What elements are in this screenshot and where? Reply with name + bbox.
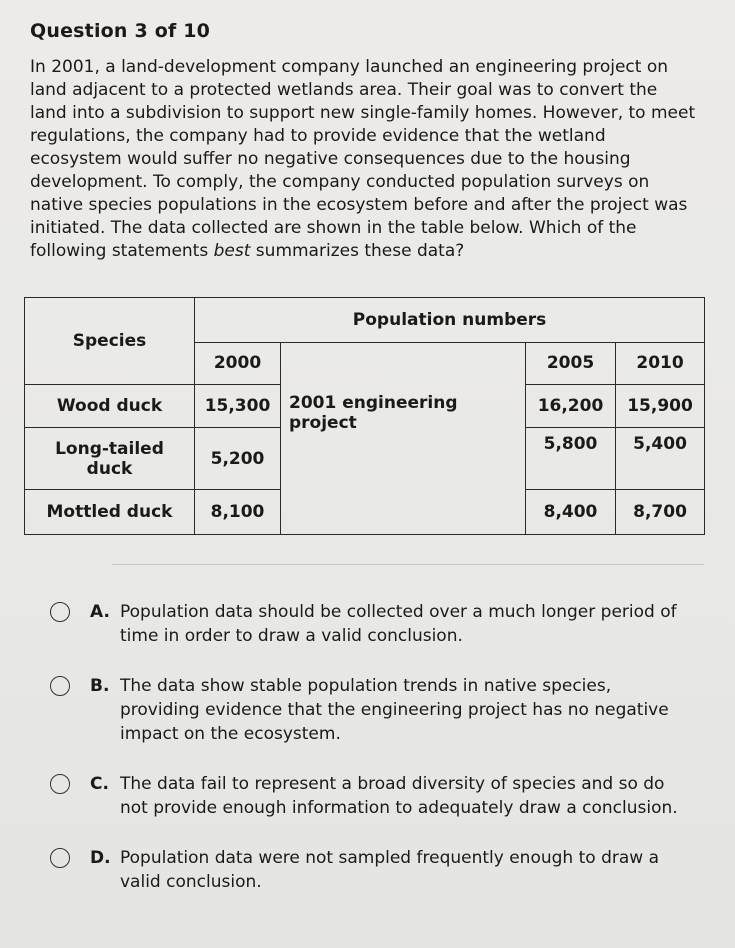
year-2005-header: 2005: [526, 342, 616, 385]
stem-line: development. To comply, the company conducted population surveys on: [30, 172, 650, 192]
species-cell: Mottled duck: [25, 490, 195, 535]
radio-button[interactable]: [50, 602, 70, 622]
choice-text: [120, 674, 705, 746]
radio-button[interactable]: [50, 848, 70, 868]
choice-b[interactable]: [50, 674, 710, 746]
stem-line: native species populations in the ecosystem before and after the project was: [30, 195, 688, 215]
species-line: Long-tailed: [55, 438, 164, 459]
stem-line: land into a subdivision to support new single-family homes. However, to meet: [30, 103, 696, 123]
stem-line: ecosystem would suffer no negative consequences due to the housing: [30, 149, 631, 169]
value-cell: 8,400: [526, 490, 616, 535]
question-header: Question 3 of 10: [30, 20, 211, 42]
choice-a[interactable]: [50, 600, 710, 648]
species-line: duck: [86, 458, 133, 479]
radio-button[interactable]: [50, 676, 70, 696]
choice-c[interactable]: [50, 772, 710, 820]
value-cell: 15,900: [616, 385, 705, 428]
species-cell: [25, 427, 195, 490]
choice-text: [120, 772, 705, 820]
stem-suffix: summarizes these data?: [250, 241, 465, 261]
choice-text: [120, 600, 705, 648]
value-cell: 5,200: [195, 427, 281, 490]
choice-line: impact on the ecosystem.: [120, 724, 341, 744]
stem-line: regulations, the company had to provide evidence that the wetland: [30, 126, 606, 146]
engineering-event-cell: [281, 385, 526, 535]
choice-letter: A.: [90, 602, 110, 622]
choice-line: Population data should be collected over a much longer period of: [120, 602, 677, 622]
population-table: [24, 297, 705, 535]
value-cell: 8,700: [616, 490, 705, 535]
species-header: Species: [25, 298, 195, 385]
event-blank-header: [281, 342, 526, 385]
choice-d[interactable]: [50, 846, 710, 894]
choice-line: providing evidence that the engineering project has no negative: [120, 700, 669, 720]
value-cell: 5,800: [526, 427, 616, 490]
stem-prefix: following statements: [30, 241, 214, 261]
choice-letter: C.: [90, 774, 109, 794]
event-line: 2001 engineering: [289, 392, 458, 413]
population-header: Population numbers: [195, 298, 705, 343]
question-stem: [30, 56, 700, 263]
choice-line: valid conclusion.: [120, 872, 262, 892]
value-cell: 8,100: [195, 490, 281, 535]
choice-line: time in order to draw a valid conclusion.: [120, 626, 463, 646]
divider: [112, 564, 704, 565]
event-line: project: [289, 412, 357, 433]
choice-line: Population data were not sampled frequently enough to draw a: [120, 848, 659, 868]
choice-letter: B.: [90, 676, 110, 696]
choice-line: The data show stable population trends in native species,: [120, 676, 612, 696]
year-2000-header: 2000: [195, 342, 281, 385]
stem-line: [30, 240, 700, 263]
stem-line: In 2001, a land-development company launched an engineering project on: [30, 57, 668, 77]
stem-line: land adjacent to a protected wetlands area. Their goal was to convert the: [30, 80, 658, 100]
stem-emphasis: best: [213, 241, 251, 261]
choice-line: not provide enough information to adequately draw a conclusion.: [120, 798, 678, 818]
choice-text: [120, 846, 705, 894]
value-cell: 16,200: [526, 385, 616, 428]
radio-button[interactable]: [50, 774, 70, 794]
value-cell: 15,300: [195, 385, 281, 428]
choice-line: The data fail to represent a broad diversity of species and so do: [120, 774, 665, 794]
choice-letter: D.: [90, 848, 111, 868]
year-2010-header: 2010: [616, 342, 705, 385]
species-cell: Wood duck: [25, 385, 195, 428]
stem-line: initiated. The data collected are shown in the table below. Which of the: [30, 218, 637, 238]
answer-choices: [50, 600, 710, 894]
value-cell: 5,400: [616, 427, 705, 490]
